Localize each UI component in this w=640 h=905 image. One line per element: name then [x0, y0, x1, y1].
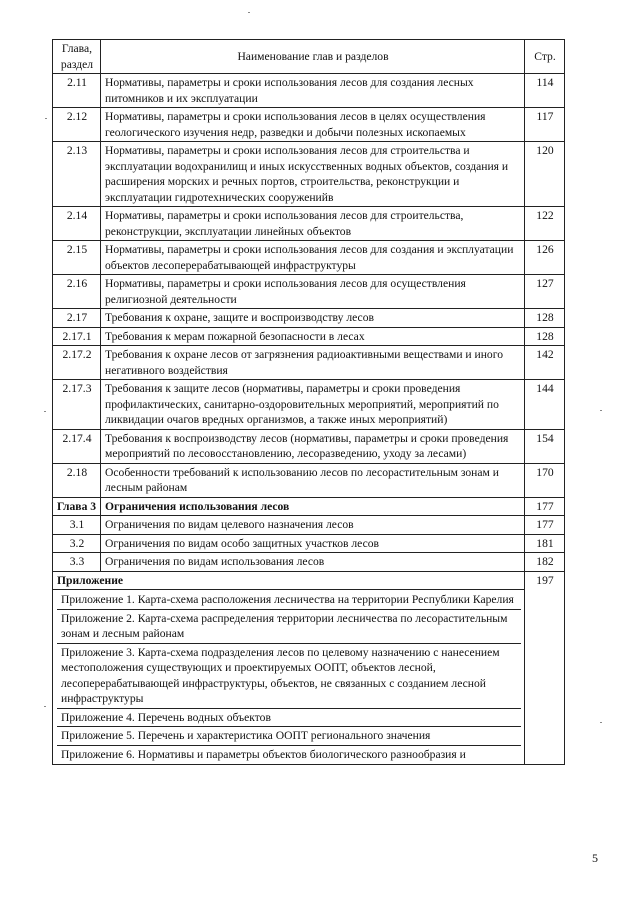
table-row: [53, 142, 565, 207]
appendix-item: Приложение 2. Карта-схема распределения территории лесничества по лесорастительным зонам и лесным районам: [57, 610, 521, 644]
section-title: Ограничения по видам целевого назначения лесов: [101, 516, 525, 535]
appendix-item: Приложение 4. Перечень водных объектов: [57, 709, 521, 728]
page-number: 5: [592, 851, 598, 865]
section-page: 120: [525, 142, 565, 207]
appendix-page: 197: [525, 571, 565, 765]
chapter-page: 177: [525, 497, 565, 516]
section-number: 2.11: [53, 74, 101, 108]
section-page: 177: [525, 516, 565, 535]
section-title: Ограничения по видам особо защитных участков лесов: [101, 534, 525, 553]
appendix-item: Приложение 5. Перечень и характеристика ООПТ регионального значения: [57, 727, 521, 746]
scan-speck: [248, 12, 250, 13]
scan-speck: [44, 706, 46, 707]
section-page: 182: [525, 553, 565, 572]
section-title: Нормативы, параметры и сроки использования лесов для осуществления религиозной деятельности: [101, 275, 525, 309]
contents-table: [52, 39, 565, 765]
header-chapter: Глава, раздел: [53, 40, 101, 74]
section-title: Требования к воспроизводству лесов (нормативы, параметры и сроки проведения мероприятий по лесовосстановлению, лесоразведению, уходу за лесами): [101, 429, 525, 463]
section-number: 2.17.3: [53, 380, 101, 430]
scan-speck: [600, 722, 602, 723]
chapter-row: [53, 497, 565, 516]
table-row: [53, 534, 565, 553]
appendix-title: Приложение: [53, 571, 525, 590]
section-title: Особенности требований к использованию лесов по лесорастительным зонам и лесным районам: [101, 463, 525, 497]
table-row: [53, 241, 565, 275]
chapter-number: Глава 3: [53, 497, 101, 516]
section-page: 117: [525, 108, 565, 142]
section-page: 144: [525, 380, 565, 430]
section-page: 128: [525, 309, 565, 328]
section-number: 3.3: [53, 553, 101, 572]
section-number: 3.2: [53, 534, 101, 553]
section-title: Нормативы, параметры и сроки использования лесов для создания и эксплуатации объектов лесоперерабатывающей инфраструктуры: [101, 241, 525, 275]
section-page: 128: [525, 327, 565, 346]
scan-speck: [45, 118, 47, 119]
table-row: [53, 429, 565, 463]
section-number: 3.1: [53, 516, 101, 535]
section-number: 2.17.1: [53, 327, 101, 346]
scan-speck: [44, 411, 46, 412]
appendix-item: Приложение 3. Карта-схема подразделения лесов по целевому назначению с нанесением местоположения существующих и проектируемых ООПТ, объектов лесной, лесоперерабатывающей инфраструктуры, объектов, не связанных с созданием лесной инфраструктуры: [57, 644, 521, 709]
section-number: 2.17: [53, 309, 101, 328]
section-title: Ограничения по видам использования лесов: [101, 553, 525, 572]
section-number: 2.16: [53, 275, 101, 309]
section-page: 126: [525, 241, 565, 275]
section-number: 2.17.4: [53, 429, 101, 463]
header-title: Наименование глав и разделов: [101, 40, 525, 74]
table-row: [53, 346, 565, 380]
section-number: 2.13: [53, 142, 101, 207]
table-row: [53, 309, 565, 328]
table-header-row: [53, 40, 565, 74]
section-page: 114: [525, 74, 565, 108]
section-title: Нормативы, параметры и сроки использования лесов для создания лесных питомников и их эксплуатации: [101, 74, 525, 108]
section-page: 142: [525, 346, 565, 380]
section-number: 2.14: [53, 207, 101, 241]
table-row: [53, 275, 565, 309]
appendix-list-row: [53, 590, 565, 765]
section-page: 170: [525, 463, 565, 497]
scan-speck: [600, 410, 602, 411]
section-page: 127: [525, 275, 565, 309]
appendix-item: Приложение 1. Карта-схема расположения лесничества на территории Республики Карелия: [57, 591, 521, 610]
table-row: [53, 74, 565, 108]
appendix-item: Приложение 6. Нормативы и параметры объектов биологического разнообразия и: [61, 747, 466, 761]
header-page: Стр.: [525, 40, 565, 74]
section-page: 154: [525, 429, 565, 463]
section-title: Требования к охране лесов от загрязнения радиоактивными веществами и иного негативного воздействия: [101, 346, 525, 380]
section-title: Нормативы, параметры и сроки использования лесов для строительства и эксплуатации водохранилищ и иных искусственных водных объектов, создания и расширения морских и речных портов, строительства, реконструкции и эксплуатации гидротехнических сооруженийв: [101, 142, 525, 207]
section-number: 2.15: [53, 241, 101, 275]
section-title: Нормативы, параметры и сроки использования лесов в целях осуществления геологического изучения недр, разведки и добычи полезных ископаемых: [101, 108, 525, 142]
table-row: [53, 207, 565, 241]
appendix-list: [53, 590, 525, 765]
table-row: [53, 553, 565, 572]
section-title: Требования к охране, защите и воспроизводству лесов: [101, 309, 525, 328]
section-number: 2.18: [53, 463, 101, 497]
table-row: [53, 380, 565, 430]
section-title: Требования к мерам пожарной безопасности в лесах: [101, 327, 525, 346]
section-title: Нормативы, параметры и сроки использования лесов для строительства, реконструкции, эксплуатации линейных объектов: [101, 207, 525, 241]
section-number: 2.17.2: [53, 346, 101, 380]
table-row: [53, 108, 565, 142]
section-page: 181: [525, 534, 565, 553]
table-row: [53, 516, 565, 535]
section-number: 2.12: [53, 108, 101, 142]
section-title: Требования к защите лесов (нормативы, параметры и сроки проведения профилактических, санитарно-оздоровительных мероприятий, мероприятий по ликвидации очагов вредных организмов, а также иных мероприятий): [101, 380, 525, 430]
section-page: 122: [525, 207, 565, 241]
chapter-title: Ограничения использования лесов: [101, 497, 525, 516]
table-row: [53, 327, 565, 346]
appendix-row: [53, 571, 565, 590]
table-row: [53, 463, 565, 497]
